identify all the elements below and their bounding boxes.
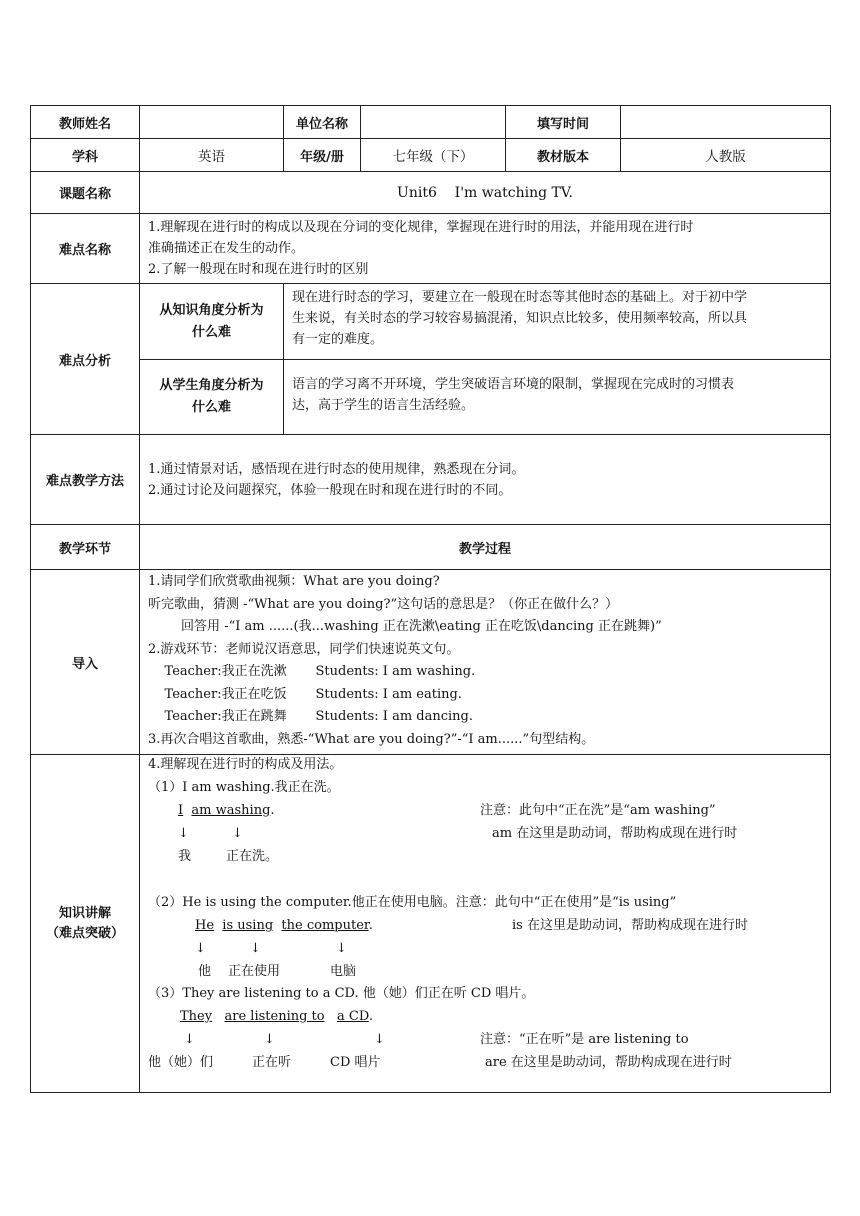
arrow-icon: ↓ (264, 1032, 275, 1047)
header-row-1 (31, 106, 831, 139)
process-content-header: 教学过程 (140, 525, 831, 570)
arrow-icon: ↓ (232, 826, 243, 841)
method-line: 1.通过情景对话，感悟现在进行时态的使用规律，熟悉现在分词。 (148, 461, 525, 477)
intro-line: 3.再次合唱这首歌曲，熟悉-“What are you doing?”-“I am......”句型结构。 (148, 731, 595, 747)
intro-line: 1.请同学们欣赏歌曲视频：What are you doing? (148, 574, 440, 589)
analysis-row-student (31, 360, 831, 435)
intro-label: 导入 (31, 570, 140, 755)
arrow-icon: ↓ (195, 941, 206, 956)
analysis-line: 有一定的难度。 (292, 332, 384, 347)
knowledge-content (140, 755, 831, 1093)
teacher-value[interactable] (140, 106, 284, 139)
student-angle-label (140, 360, 284, 435)
grade-value: 七年级（下） (361, 139, 506, 172)
analysis-line: 现在进行时态的学习，要建立在一般现在时态等其他时态的基础上。对于初中学 (292, 290, 748, 305)
analysis-label: 难点分析 (31, 284, 140, 435)
intro-line: 回答用 -“I am ......(我...washing 正在洗漱\eating 正在吃饭\dancing 正在跳舞)” (148, 619, 662, 634)
edition-value: 人教版 (621, 139, 831, 172)
method-label: 难点教学方法 (31, 435, 140, 525)
example-3-dot: . (368, 1009, 373, 1024)
example-3-word-object: a CD (337, 1009, 369, 1024)
intro-content (140, 570, 831, 755)
lesson-row (31, 172, 831, 214)
example-3-chinese-subject: 他（她）们 (148, 1055, 214, 1070)
knowledge-row (31, 755, 831, 1093)
lesson-plan-table (30, 105, 831, 1093)
example-1-word-subject: I (178, 803, 184, 818)
example-1-note-2: am 在这里是助动词，帮助构成现在进行时 (492, 826, 738, 841)
example-2-chinese-verb: 正在使用 (228, 964, 281, 979)
knowledge-angle-label (140, 284, 284, 360)
arrow-icon: ↓ (178, 826, 189, 841)
student-angle-content (284, 360, 831, 435)
example-3-note-1: 注意：“正在听”是 are listening to (480, 1032, 689, 1047)
example-3-chinese-object: CD 唱片 (330, 1055, 381, 1070)
edition-label: 教材版本 (506, 139, 621, 172)
grade-label: 年级/册 (284, 139, 361, 172)
example-1-word-verb: am washing (191, 803, 271, 818)
difficulty-row (31, 214, 831, 284)
knowledge-title: 4.理解现在进行时的构成及用法。 (148, 757, 343, 772)
analysis-row-knowledge (31, 284, 831, 360)
method-row (31, 435, 831, 525)
unit-value[interactable] (361, 106, 506, 139)
intro-line: 听完歌曲，猜测 -“What are you doing?”这句话的意思是？（你正在做什么？） (148, 596, 619, 612)
example-3-word-subject: They (180, 1009, 213, 1024)
example-1-words (178, 802, 275, 820)
example-3-note-2: are 在这里是助动词，帮助构成现在进行时 (485, 1055, 732, 1070)
example-2-chinese-object: 电脑 (330, 964, 357, 979)
intro-line: 2.游戏环节：老师说汉语意思，同学们快速说英文句。 (148, 641, 460, 657)
difficulty-line: 1.理解现在进行时的构成以及现在分词的变化规律，掌握现在进行时的用法，并能用现在进行时 (148, 220, 694, 235)
example-1-chinese-subject: 我 (178, 849, 192, 864)
lesson-title: Unit6 I'm watching TV. (140, 172, 831, 214)
knowledge-canvas (140, 755, 830, 1092)
example-3-sentence: （3）They are listening to a CD. 他（她）们正在听 CD 唱片。 (148, 986, 535, 1001)
knowledge-angle-label-line: 从知识角度分析为 (159, 302, 264, 318)
process-step-header: 教学环节 (31, 525, 140, 570)
lesson-plan-sheet (30, 105, 830, 1093)
example-2-dot: . (368, 918, 373, 933)
knowledge-angle-label-line: 什么难 (191, 324, 231, 340)
difficulty-label: 难点名称 (31, 214, 140, 284)
example-2-word-object: the computer (281, 918, 369, 933)
example-3-chinese-verb: 正在听 (252, 1055, 292, 1070)
arrow-icon: ↓ (336, 941, 347, 956)
intro-line: Teacher:我正在洗漱 Students: I am washing. (148, 664, 476, 679)
difficulty-line: 2.了解一般现在时和现在进行时的区别 (148, 262, 369, 277)
knowledge-angle-content (284, 284, 831, 360)
date-value[interactable] (621, 106, 831, 139)
subject-label: 学科 (31, 139, 140, 172)
analysis-line: 达，高于学生的语言生活经验。 (292, 398, 475, 413)
analysis-line: 语言的学习离不开环境，学生突破语言环境的限制，掌握现在完成时的习惯表 (292, 377, 735, 392)
method-line: 2.通过讨论及问题探究，体验一般现在时和现在进行时的不同。 (148, 482, 512, 498)
date-label: 填写时间 (506, 106, 621, 139)
example-3-word-verb: are listening to (224, 1009, 325, 1024)
subject-value: 英语 (140, 139, 284, 172)
knowledge-label-line: 知识讲解 (58, 905, 111, 921)
intro-line: Teacher:我正在吃饭 Students: I am eating. (148, 686, 462, 702)
example-1-sentence: （1）I am washing.我正在洗。 (148, 780, 340, 795)
example-2-note-2: is 在这里是助动词，帮助构成现在进行时 (512, 918, 748, 933)
example-2-sentence: （2）He is using the computer.他正在使用电脑。注意：此句中“正在使用”是“is using” (148, 895, 677, 910)
intro-line: Teacher:我正在跳舞 Students: I am dancing. (148, 709, 473, 724)
arrow-icon: ↓ (250, 941, 261, 956)
lesson-label: 课题名称 (31, 172, 140, 214)
example-2-word-verb: is using (222, 918, 274, 933)
teacher-label: 教师姓名 (31, 106, 140, 139)
knowledge-label-line: （难点突破） (45, 925, 124, 941)
unit-label: 单位名称 (284, 106, 361, 139)
arrow-icon: ↓ (374, 1032, 385, 1047)
student-angle-label-line: 什么难 (191, 400, 231, 415)
difficulty-content (140, 214, 831, 284)
example-3-words (180, 1008, 373, 1026)
example-2-chinese-subject: 他 (198, 964, 212, 979)
arrow-icon: ↓ (184, 1032, 195, 1047)
example-1-chinese-verb: 正在洗。 (226, 849, 279, 864)
difficulty-line: 准确描述正在发生的动作。 (148, 241, 305, 256)
header-row-2 (31, 139, 831, 172)
example-1-note-1: 注意：此句中“正在洗”是“am washing” (480, 803, 716, 818)
example-2-word-subject: He (195, 918, 215, 933)
analysis-line: 生来说，有关时态的学习较容易搞混淆，知识点比较多，使用频率较高，所以具 (292, 311, 748, 326)
intro-row (31, 570, 831, 755)
example-2-words (195, 917, 373, 935)
student-angle-label-line: 从学生角度分析为 (159, 378, 264, 393)
example-1-dot: . (270, 803, 275, 818)
process-header-row (31, 525, 831, 570)
method-content (140, 435, 831, 525)
knowledge-label (31, 755, 140, 1093)
